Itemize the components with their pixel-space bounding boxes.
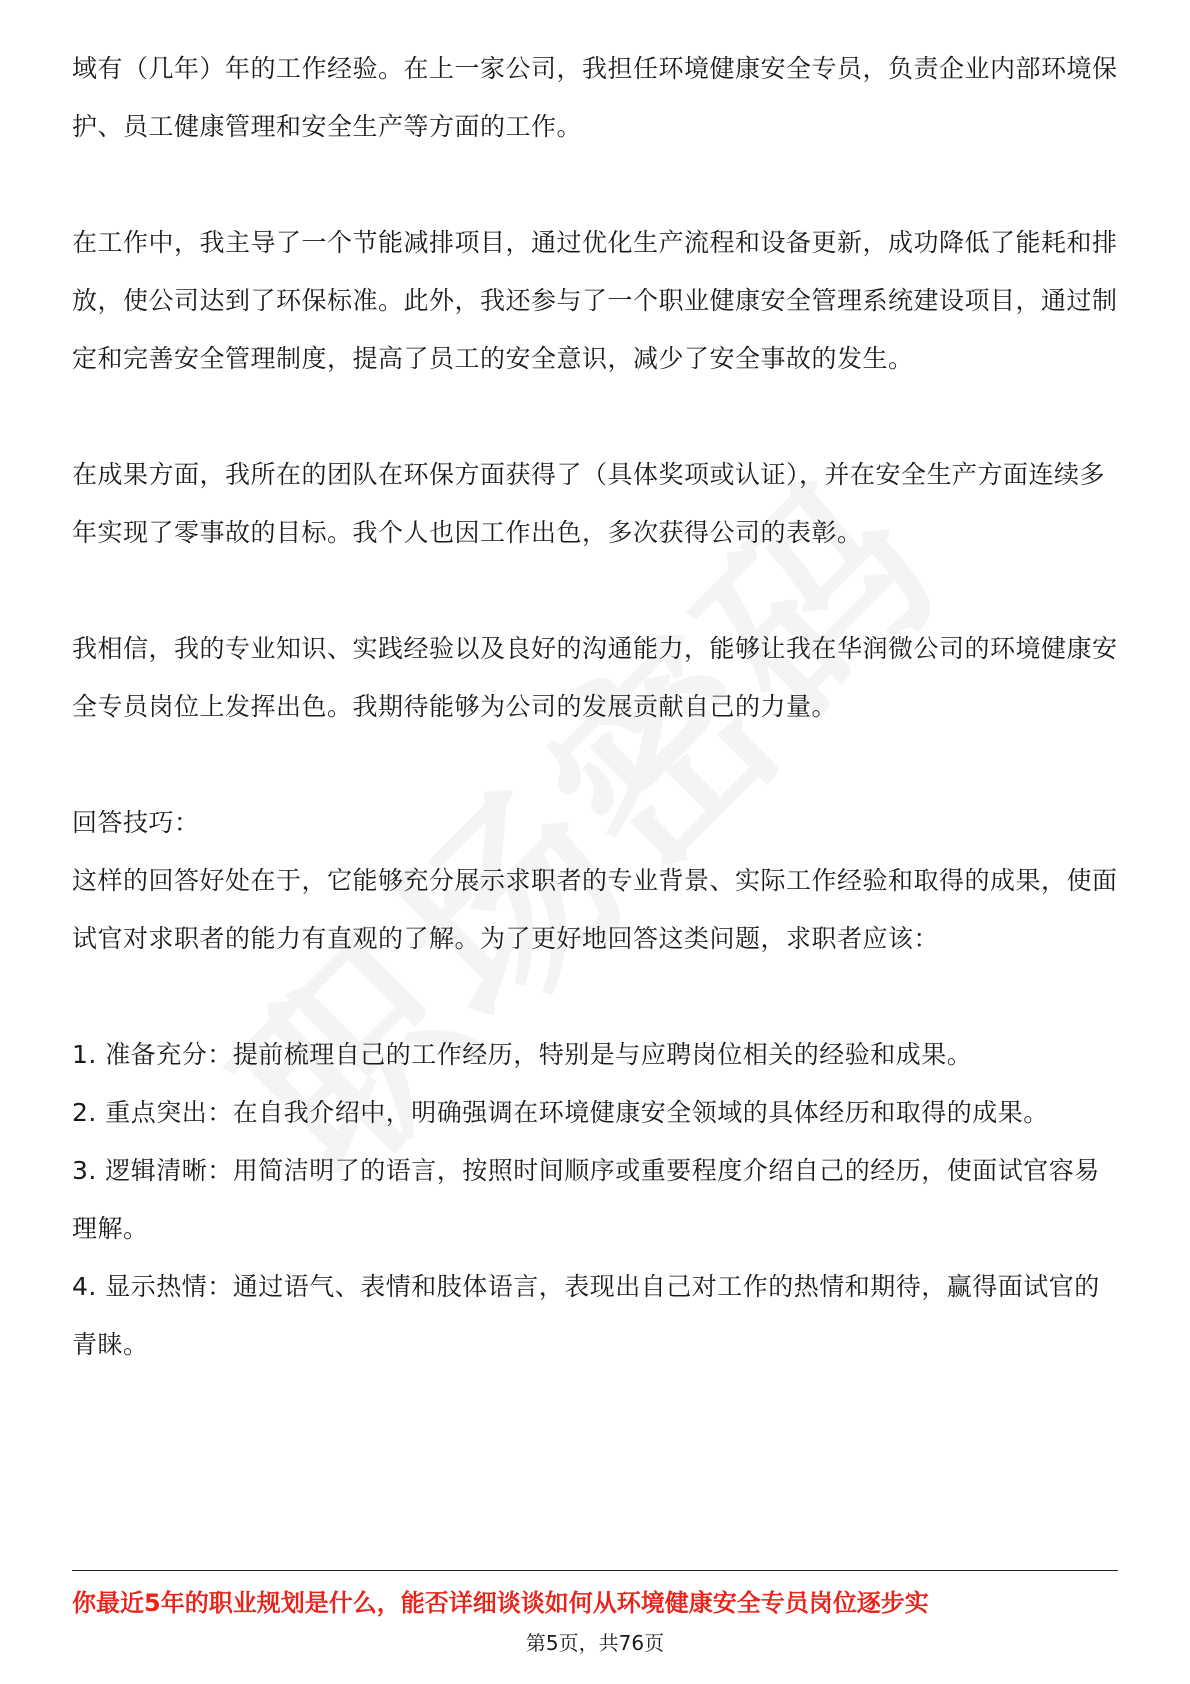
answer-paragraph-1: 域有（几年）年的工作经验。在上一家公司，我担任环境健康安全专员，负责企业内部环境保护、员工健康管理和安全生产等方面的工作。 bbox=[72, 54, 1118, 141]
tips-item-2: 2. 重点突出：在自我介绍中，明确强调在环境健康安全领域的具体经历和取得的成果。 bbox=[72, 1098, 1049, 1127]
paragraph-spacer bbox=[72, 388, 1118, 446]
page-number: 第5页，共76页 bbox=[525, 1631, 665, 1655]
footer-divider bbox=[72, 1570, 1118, 1571]
paragraph-spacer bbox=[72, 156, 1118, 214]
tips-item-1: 1. 准备充分：提前梳理自己的工作经历，特别是与应聘岗位相关的经验和成果。 bbox=[72, 1040, 973, 1069]
paragraph-spacer bbox=[72, 968, 1118, 1026]
tips-item-4: 4. 显示热情：通过语气、表情和肢体语言，表现出自己对工作的热情和期待，赢得面试官的青睐。 bbox=[72, 1272, 1100, 1359]
answer-paragraph-2: 在工作中，我主导了一个节能减排项目，通过优化生产流程和设备更新，成功降低了能耗和排放，使公司达到了环保标准。此外，我还参与了一个职业健康安全管理系统建设项目，通过制定和完善安全管理制度，提高了员工的安全意识，减少了安全事故的发生。 bbox=[72, 228, 1118, 373]
tips-heading: 回答技巧： bbox=[72, 808, 200, 837]
main-content bbox=[72, 40, 1118, 1374]
tips-item-3: 3. 逻辑清晰：用简洁明了的语言，按照时间顺序或重要程度介绍自己的经历，使面试官容易理解。 bbox=[72, 1156, 1100, 1243]
answer-paragraph-3: 在成果方面，我所在的团队在环保方面获得了（具体奖项或认证），并在安全生产方面连续多年实现了零事故的目标。我个人也因工作出色，多次获得公司的表彰。 bbox=[72, 460, 1106, 547]
tips-intro: 这样的回答好处在于，它能够充分展示求职者的专业背景、实际工作经验和取得的成果，使面试官对求职者的能力有直观的了解。为了更好地回答这类问题，求职者应该： bbox=[72, 866, 1118, 953]
answer-paragraph-4: 我相信，我的专业知识、实践经验以及良好的沟通能力，能够让我在华润微公司的环境健康安全专员岗位上发挥出色。我期待能够为公司的发展贡献自己的力量。 bbox=[72, 634, 1118, 721]
paragraph-spacer bbox=[72, 562, 1118, 620]
paragraph-spacer bbox=[72, 736, 1118, 794]
next-question-heading: 你最近5年的职业规划是什么，能否详细谈谈如何从环境健康安全专员岗位逐步实 bbox=[72, 1589, 929, 1617]
